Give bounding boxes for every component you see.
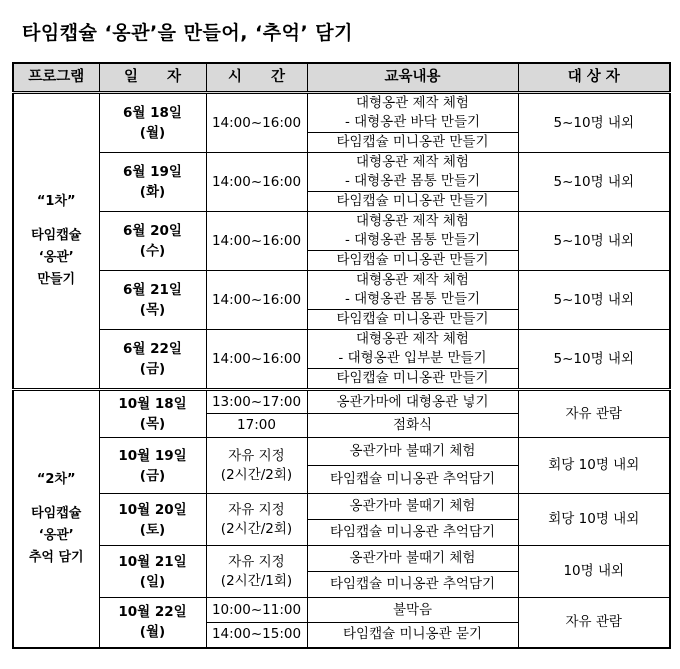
content-cell: 타임캡슐 미니옹관 추억담기 bbox=[307, 466, 518, 494]
time-text: 자유 지정 bbox=[228, 501, 285, 518]
content-cell: 옹관가마에 대형옹관 넣기 bbox=[307, 390, 518, 414]
content-cell: 타임캡슐 미니옹관 묻기 bbox=[307, 623, 518, 648]
weekday-text: (금) bbox=[139, 467, 166, 484]
program-2-line: 추억 담기 bbox=[28, 549, 84, 565]
date-cell bbox=[99, 93, 206, 153]
content-cell: 타임캡슐 미니옹관 만들기 bbox=[307, 310, 518, 330]
target-cell: 5~10명 내외 bbox=[518, 212, 670, 271]
time-cell bbox=[206, 546, 307, 598]
document-title: 타임캡슐 ‘옹관’을 만들어, ‘추억’ 담기 bbox=[22, 22, 354, 44]
content-cell bbox=[307, 153, 518, 192]
time-cell: 14:00~16:00 bbox=[206, 212, 307, 271]
date-cell bbox=[99, 598, 206, 648]
content-text: - 대형옹관 입부분 만들기 bbox=[338, 350, 487, 366]
time-cell: 13:00~17:00 bbox=[206, 390, 307, 414]
program-2-line: 타임캡슐 bbox=[31, 505, 82, 521]
target-cell: 회당 10명 내외 bbox=[518, 438, 670, 494]
date-text: 10월 20일 bbox=[118, 501, 187, 518]
content-cell: 타임캡슐 미니옹관 만들기 bbox=[307, 192, 518, 212]
content-cell bbox=[307, 271, 518, 310]
target-cell: 회당 10명 내외 bbox=[518, 494, 670, 546]
weekday-text: (일) bbox=[139, 573, 166, 590]
date-cell bbox=[99, 494, 206, 546]
target-cell: 5~10명 내외 bbox=[518, 153, 670, 212]
header-row bbox=[13, 63, 670, 93]
date-cell bbox=[99, 546, 206, 598]
content-cell: 불막음 bbox=[307, 598, 518, 623]
weekday-text: (월) bbox=[139, 624, 166, 641]
time-cell: 14:00~16:00 bbox=[206, 93, 307, 153]
date-text: 6월 18일 bbox=[123, 105, 182, 121]
table-row bbox=[13, 598, 670, 623]
time-cell bbox=[206, 494, 307, 546]
program-1-line: 만들기 bbox=[37, 272, 76, 287]
weekday-text: (목) bbox=[139, 416, 166, 432]
content-cell bbox=[307, 93, 518, 133]
content-cell: 타임캡슐 미니옹관 추억담기 bbox=[307, 520, 518, 546]
table-row bbox=[13, 330, 670, 369]
program-1-line: ‘옹관’ bbox=[38, 250, 74, 265]
date-cell bbox=[99, 212, 206, 271]
date-text: 6월 20일 bbox=[123, 223, 182, 239]
target-cell: 10명 내외 bbox=[518, 546, 670, 598]
content-text: - 대형옹관 몸통 만들기 bbox=[344, 232, 481, 248]
time-text: (2시간/2회) bbox=[220, 520, 293, 537]
date-cell bbox=[99, 390, 206, 438]
weekday-text: (금) bbox=[139, 361, 166, 377]
date-text: 10월 19일 bbox=[118, 447, 187, 464]
header-time: 시 간 bbox=[206, 63, 307, 93]
content-cell bbox=[307, 212, 518, 251]
target-cell: 5~10명 내외 bbox=[518, 93, 670, 153]
content-text: 대형옹관 제작 체험 bbox=[356, 95, 469, 111]
table-row bbox=[13, 212, 670, 251]
content-cell: 타임캡슐 미니옹관 만들기 bbox=[307, 251, 518, 271]
target-cell: 5~10명 내외 bbox=[518, 271, 670, 330]
weekday-text: (목) bbox=[139, 302, 166, 318]
time-text: (2시간/1회) bbox=[220, 572, 293, 589]
time-cell bbox=[206, 438, 307, 494]
time-cell: 10:00~11:00 bbox=[206, 598, 307, 623]
table-row bbox=[13, 546, 670, 572]
date-cell bbox=[99, 153, 206, 212]
header-date: 일 자 bbox=[99, 63, 206, 93]
time-cell: 14:00~16:00 bbox=[206, 271, 307, 330]
program-2-round: “2차” bbox=[36, 471, 76, 487]
target-cell: 5~10명 내외 bbox=[518, 330, 670, 390]
content-cell: 타임캡슐 미니옹관 만들기 bbox=[307, 133, 518, 153]
table-row bbox=[13, 390, 670, 414]
schedule-table bbox=[12, 62, 671, 649]
time-text: 자유 지정 bbox=[228, 447, 285, 464]
content-cell: 점화식 bbox=[307, 414, 518, 438]
time-cell: 14:00~15:00 bbox=[206, 623, 307, 648]
date-text: 6월 21일 bbox=[123, 282, 182, 298]
time-cell: 14:00~16:00 bbox=[206, 330, 307, 390]
table-row bbox=[13, 271, 670, 310]
program-2-cell bbox=[13, 390, 99, 648]
table-row bbox=[13, 153, 670, 192]
content-text: 대형옹관 제작 체험 bbox=[356, 213, 469, 229]
date-cell bbox=[99, 271, 206, 330]
content-text: 대형옹관 제작 체험 bbox=[356, 272, 469, 288]
date-text: 10월 21일 bbox=[118, 553, 187, 570]
weekday-text: (토) bbox=[139, 521, 166, 538]
header-target: 대 상 자 bbox=[518, 63, 670, 93]
time-cell: 17:00 bbox=[206, 414, 307, 438]
program-2-line: ‘옹관’ bbox=[38, 527, 74, 543]
date-text: 10월 22일 bbox=[118, 604, 187, 621]
date-text: 10월 18일 bbox=[118, 396, 187, 412]
header-content: 교육내용 bbox=[307, 63, 518, 93]
program-1-round: “1차” bbox=[36, 194, 76, 209]
table-row bbox=[13, 93, 670, 133]
content-cell: 옹관가마 불때기 체험 bbox=[307, 546, 518, 572]
date-cell bbox=[99, 438, 206, 494]
date-cell bbox=[99, 330, 206, 390]
date-text: 6월 22일 bbox=[123, 341, 182, 357]
weekday-text: (수) bbox=[139, 243, 166, 259]
table-row bbox=[13, 494, 670, 520]
weekday-text: (화) bbox=[139, 184, 166, 200]
program-1-cell bbox=[13, 93, 99, 390]
weekday-text: (월) bbox=[139, 125, 166, 141]
program-1-line: 타임캡슐 bbox=[31, 228, 82, 243]
time-cell: 14:00~16:00 bbox=[206, 153, 307, 212]
target-cell: 자유 관람 bbox=[518, 390, 670, 438]
content-cell: 타임캡슐 미니옹관 만들기 bbox=[307, 369, 518, 390]
time-text: 자유 지정 bbox=[228, 553, 285, 570]
content-text: 대형옹관 제작 체험 bbox=[356, 331, 469, 347]
content-text: - 대형옹관 몸통 만들기 bbox=[344, 291, 481, 307]
header-program: 프로그램 bbox=[13, 63, 99, 93]
target-cell: 자유 관람 bbox=[518, 598, 670, 648]
content-cell: 타임캡슐 미니옹관 추억담기 bbox=[307, 572, 518, 598]
content-text: - 대형옹관 몸통 만들기 bbox=[344, 173, 481, 189]
table-row bbox=[13, 438, 670, 466]
content-text: - 대형옹관 바닥 만들기 bbox=[344, 114, 481, 130]
time-text: (2시간/2회) bbox=[220, 466, 293, 483]
content-cell bbox=[307, 330, 518, 369]
date-text: 6월 19일 bbox=[123, 164, 182, 180]
content-cell: 옹관가마 불때기 체험 bbox=[307, 494, 518, 520]
content-text: 대형옹관 제작 체험 bbox=[356, 154, 469, 170]
content-cell: 옹관가마 불때기 체험 bbox=[307, 438, 518, 466]
